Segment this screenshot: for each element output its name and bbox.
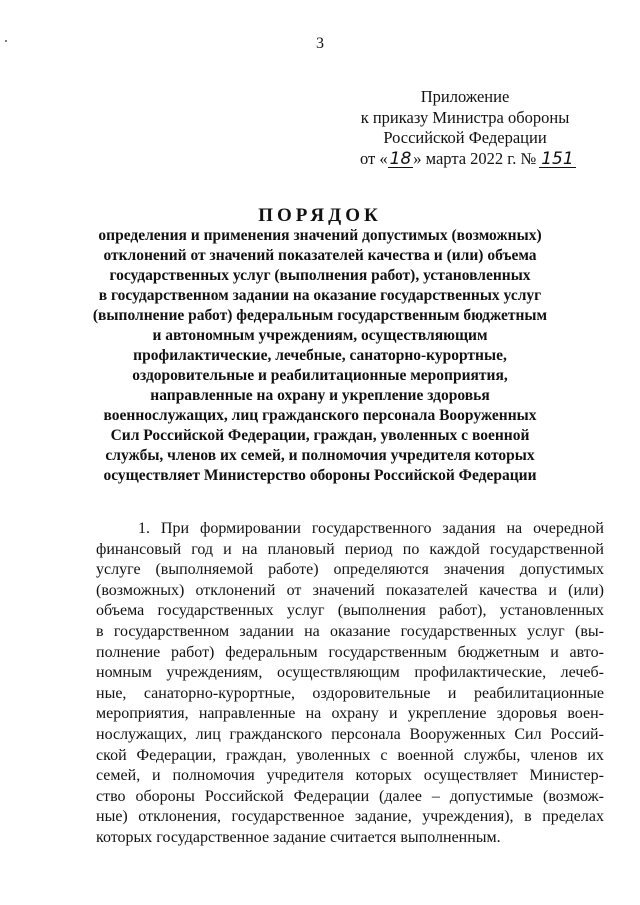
subtitle-line: государственных услуг (выполнения работ), установленных	[109, 267, 531, 284]
paragraph-line: семей, и полномочия учредителя которых осуществляет Министер-	[96, 767, 604, 785]
subtitle-line: отклонений от значений показателей качества и (или) объема	[103, 247, 537, 264]
subtitle-line: в государственном задании на оказание государственных услуг	[98, 287, 542, 304]
handwritten-order-number: 151	[541, 148, 574, 169]
subtitle-line: осуществляет Министерство обороны Российской Федерации	[103, 467, 537, 484]
paragraph-line: нослужащих, лиц гражданского персонала Вооруженных Сил Россий-	[96, 725, 604, 743]
appendix-header	[360, 87, 574, 169]
appendix-line-2: к приказу Министра обороны	[360, 107, 570, 127]
paragraph-line: полнение работ) федеральным государственным бюджетным и авто-	[96, 643, 604, 661]
paragraph-line: ные) отклонения, государственное задание, учреждения), в пределах	[96, 808, 604, 826]
page-number: 3	[316, 35, 324, 52]
document-title: ПОРЯДОК	[258, 205, 382, 226]
document-subtitle	[60, 226, 580, 486]
paragraph-line: ные, санаторно-курортные, оздоровительные и реабилитационные	[96, 684, 604, 702]
subtitle-line: направленные на охрану и укрепление здоровья	[150, 387, 490, 404]
paragraph-line: ской Федерации, граждан, уволенных с военной службы, членов их	[96, 746, 604, 764]
subtitle-line: Сил Российской Федерации, граждан, уволенных с военной	[110, 427, 530, 444]
paragraph-line: которых государственное задание считается выполненным.	[96, 828, 501, 846]
paragraph-1	[96, 519, 604, 849]
date-prefix: от «	[360, 148, 388, 168]
paragraph-line: финансовый год и на плановый период по каждой государственной	[96, 540, 604, 558]
subtitle-line: (выполнение работ) федеральным государственным бюджетным	[92, 307, 548, 324]
appendix-line-3: Российской Федерации	[383, 128, 547, 147]
subtitle-line: военнослужащих, лиц гражданского персонала Вооруженных	[103, 407, 537, 424]
date-middle: » марта 2022 г. №	[413, 148, 537, 168]
subtitle-line: определения и применения значений допустимых (возможных)	[98, 227, 542, 244]
paragraph-line: мероприятия, направленные на охрану и укрепление здоровья воен-	[96, 705, 604, 723]
paragraph-line: объема государственных услуг (выполнения работ), установленных	[96, 602, 604, 620]
appendix-date-line	[360, 148, 574, 170]
subtitle-line: оздоровительные и реабилитационные мероприятия,	[132, 367, 508, 384]
subtitle-line: службы, членов их семей, и полномочия учредителя которых	[105, 447, 535, 464]
subtitle-line: профилактические, лечебные, санаторно-курортные,	[133, 347, 507, 364]
paragraph-line: услуге (выполняемой работе) определяются значения допустимых	[96, 561, 604, 579]
paragraph-line: номным учреждениям, осуществляющим профилактические, лечеб-	[96, 664, 604, 682]
handwritten-day: 18	[389, 148, 412, 169]
paragraph-line: ство обороны Российской Федерации (далее – допустимые (возмож-	[96, 787, 604, 805]
paragraph-line: (возможных) отклонений от значений показателей качества и (или)	[96, 581, 604, 599]
subtitle-line: и автономным учреждениям, осуществляющим	[152, 327, 488, 344]
paragraph-line: в государственном задании на оказание государственных услуг (вы-	[96, 622, 604, 640]
paragraph-line: 1. При формировании государственного задания на очередной	[138, 520, 604, 537]
appendix-line-1: Приложение	[420, 87, 510, 106]
